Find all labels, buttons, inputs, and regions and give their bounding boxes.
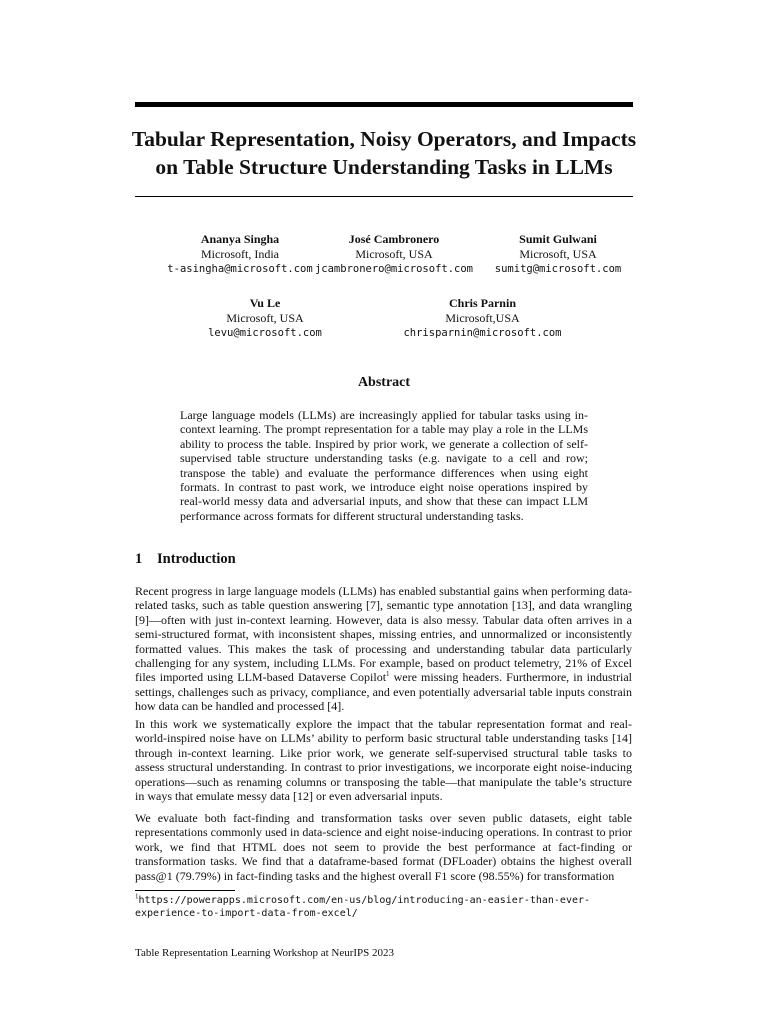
top-rule (135, 102, 633, 107)
intro-paragraph-2: In this work we systematically explore the impact that the tabular representation format and real-world-inspired noise have on LLMs’ ability to perform basic structural table understanding tasks [14] through in-context learning. Like prior work, we generate self-supervised structural table tasks to assess structural understanding. In contrast to prior investigations, we incorporate eight noise-inducing operations—such as renaming columns or transposing the table—that manipulate the table’s structure in ways that emulate messy data [12] or even adversarial inputs. (135, 717, 632, 804)
title-rule (135, 196, 633, 197)
title-line-1: Tabular Representation, Noisy Operators, and Impacts (131, 127, 637, 151)
author-name: Chris Parnin (448, 296, 516, 310)
author-name: Ananya Singha (200, 232, 280, 246)
intro-paragraph-1 (135, 584, 632, 714)
author-affiliation: Microsoft,USA (445, 311, 520, 325)
author-affiliation: Microsoft, USA (355, 247, 433, 261)
author-email: t-asingha@microsoft.com (167, 263, 313, 275)
paragraph-text: Recent progress in large language models (LLMs) has enabled substantial gains when performing data-related tasks, such as table question answering [7], semantic type annotation [13], and data wrangling [9]—often with just in-context learning. However, data is also messy. Tabular data often arrives in a semi-structured format, with inconsistent shapes, missing entries, and unnormalized or inconsistently formatted values. This makes the task of processing and understanding tabular data particularly challenging for any system, including LLMs. For example, based on product telemetry, 21% of Excel files imported using LLM-based Dataverse Copilot (135, 584, 632, 685)
footnote-number: 1 (135, 892, 139, 901)
section-title: Introduction (157, 551, 236, 567)
abstract-heading: Abstract (357, 375, 411, 390)
author-email: sumitg@microsoft.com (494, 263, 622, 275)
footnote-marker[interactable]: 1 (386, 670, 390, 679)
section-number: 1 (135, 551, 143, 567)
venue-line: Table Representation Learning Workshop at NeurIPS 2023 (135, 947, 395, 959)
author-affiliation: Microsoft, USA (519, 247, 597, 261)
author-email: jcambronero@microsoft.com (314, 263, 474, 275)
author-name: Sumit Gulwani (519, 232, 597, 246)
section-heading (135, 551, 236, 568)
abstract-text: Large language models (LLMs) are increasingly applied for tabular tasks using in-context learning. The prompt representation for a table may play a role in the LLMs ability to process the table. Inspired by prior work, we generate a collection of self-supervised table structure understanding tasks (e.g. navigate to a cell and row; transpose the table) and evaluate the performance differences when using eight formats. In contrast to past work, we introduce eight noise operations inspired by real-world messy data and adversarial inputs, and show that these can impact LLM performance across formats for different structural understanding tasks. (180, 408, 588, 523)
intro-paragraph-3: We evaluate both fact-finding and transformation tasks over seven public datasets, eight table representations commonly used in data-science and eight noise-inducing operations. In contrast to prior work, we find that HTML does not seem to provide the best performance at fact-finding or transformation tasks. We find that a dataframe-based format (DFLoader) obtains the highest overall pass@1 (79.79%) in fact-finding tasks and the highest overall F1 score (98.55%) for transformation (135, 811, 632, 883)
paragraph-text: were missing headers. Furthermore, in industrial settings, challenges such as privacy, compliance, and even potentially adversarial table inputs constrain how data can be handled and processed [4]. (135, 670, 632, 714)
author-name: José Cambronero (348, 232, 440, 246)
author-affiliation: Microsoft, USA (226, 311, 304, 325)
author-block-5 (385, 296, 580, 341)
footnote (135, 892, 632, 920)
footnote-url[interactable]: https://powerapps.microsoft.com/en-us/blog/introducing-an-easier-than-ever-experience-to-import-data-from-excel/ (135, 895, 591, 919)
author-email: chrisparnin@microsoft.com (403, 327, 562, 339)
title-line-2: on Table Structure Understanding Tasks in LLMs (155, 155, 613, 179)
paper-title (110, 125, 658, 181)
author-affiliation: Microsoft, India (201, 247, 279, 261)
author-block-3 (480, 232, 636, 277)
author-email: levu@microsoft.com (208, 327, 322, 339)
footnote-rule (135, 890, 235, 891)
author-block-4 (190, 296, 340, 341)
author-name: Vu Le (249, 296, 281, 310)
author-block-2 (300, 232, 488, 277)
